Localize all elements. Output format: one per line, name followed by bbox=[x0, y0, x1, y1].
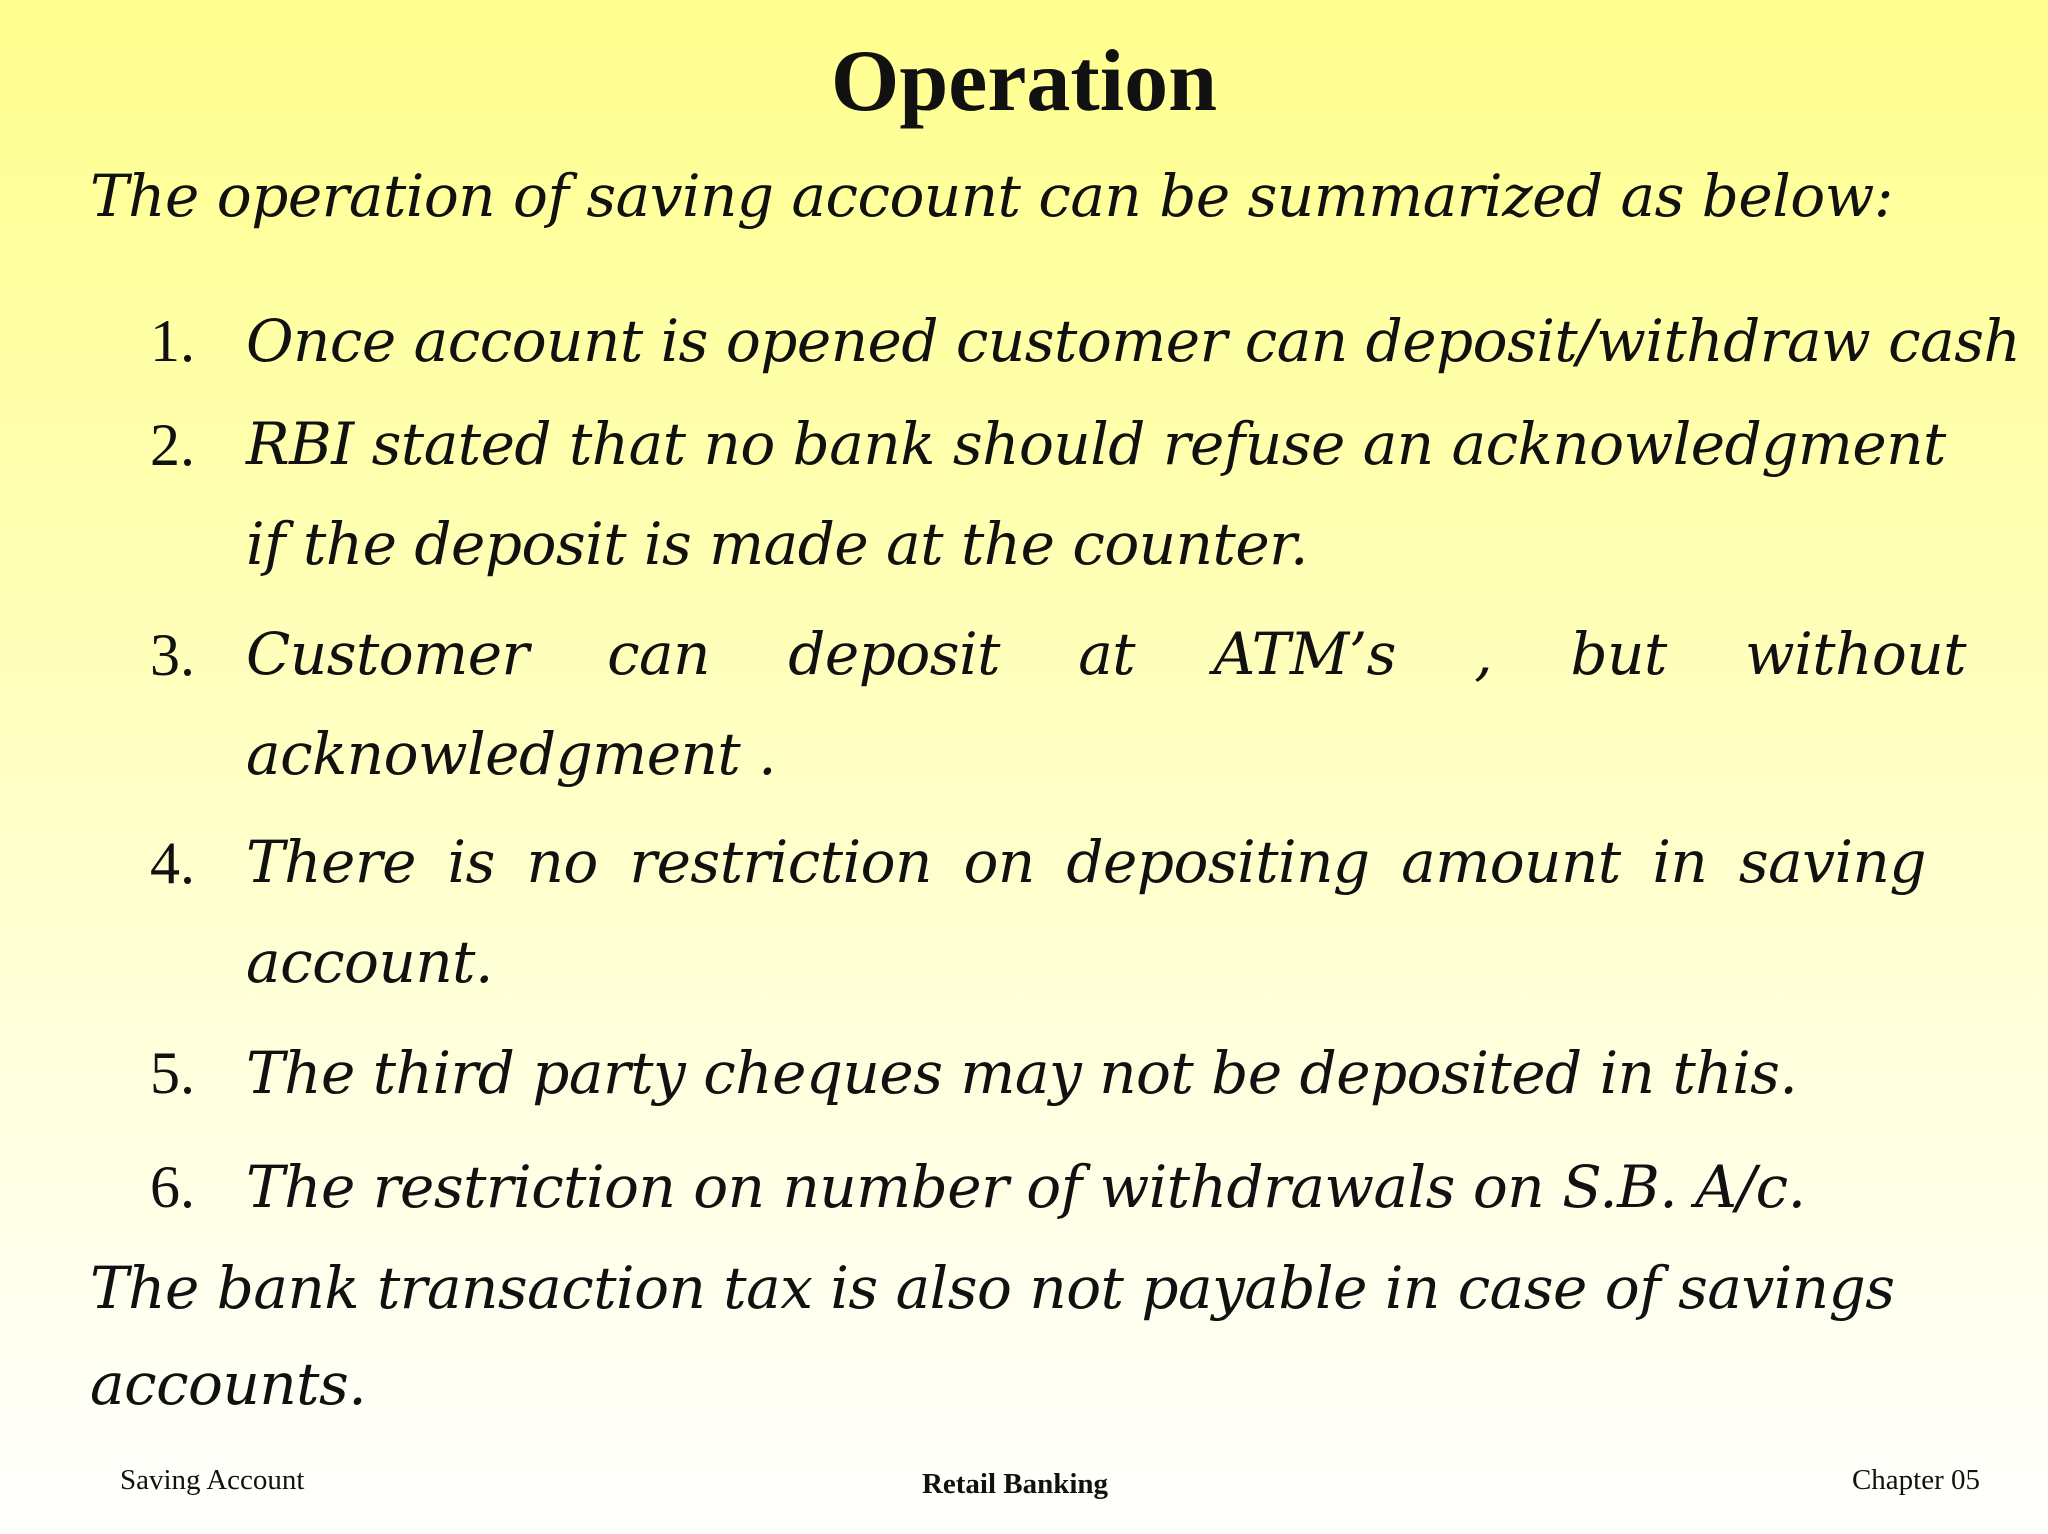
list-item-number: 5. bbox=[150, 1040, 195, 1106]
list-item-number: 6. bbox=[150, 1154, 195, 1220]
footer-chapter-label: Chapter 05 bbox=[1851, 1464, 1980, 1496]
list-item-text: The third party cheques may not be deposited in this. bbox=[246, 1039, 1798, 1107]
list-item-text: Customer can deposit at ATM’s , but without acknowledgment . bbox=[246, 620, 1966, 788]
list-item-text: The restriction on number of withdrawals on S.B. A/c. bbox=[246, 1153, 1806, 1221]
outro-text: The bank transaction tax is also not payable in case of savings accounts. bbox=[90, 1254, 1895, 1418]
list-item-number: 3. bbox=[150, 622, 195, 688]
footer-course-title: Retail Banking bbox=[921, 1468, 1109, 1500]
list-item-text: There is no restriction on depositing amount in saving account. bbox=[246, 828, 1926, 996]
list-item-text: RBI stated that no bank should refuse an acknowledgment if the deposit is made at the counter. bbox=[246, 410, 1946, 578]
list-item-text: Once account is opened customer can deposit/withdraw cash bbox=[246, 307, 2021, 375]
slide-title: Operation bbox=[830, 33, 1218, 130]
list-item-number: 1. bbox=[150, 308, 195, 374]
intro-text: The operation of saving account can be summarized as below: bbox=[90, 162, 1893, 230]
list-item-number: 2. bbox=[150, 412, 195, 478]
footer-section-label: Saving Account bbox=[120, 1464, 305, 1496]
list-item-number: 4. bbox=[150, 830, 195, 896]
